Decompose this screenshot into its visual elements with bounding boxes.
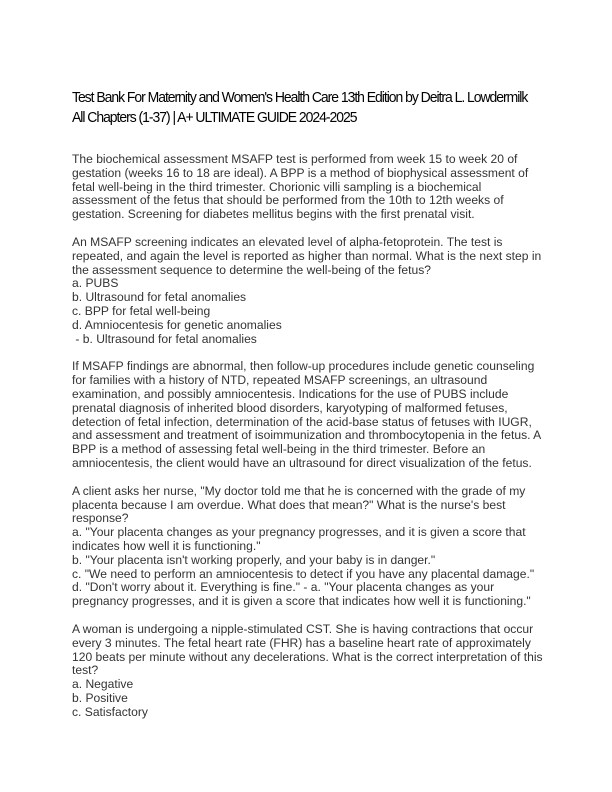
- answer-option: a. "Your placenta changes as your pregnancy progresses, and it is given a score that: [72, 525, 526, 540]
- text-line: A woman is undergoing a nipple-stimulated CST. She is having contractions that occur: [72, 621, 534, 636]
- text-line: 120 beats per minute without any decelerations. What is the correct interpretation of this: [72, 649, 543, 664]
- answer-option: d. Amniocentesis for genetic anomalies: [72, 317, 282, 332]
- correct-answer: pregnancy progresses, and it is given a score that indicates how well it is functioning.": [72, 594, 531, 609]
- text-line: placenta because I am overdue. What does that mean?" What is the nurse's best: [72, 497, 506, 512]
- title-line: All Chapters (1-37) | A+ ULTIMATE GUIDE 2024-2025: [72, 109, 357, 126]
- text-line: examination, and possibly amniocentesis. Indications for the use of PUBS include: [72, 386, 509, 401]
- text-line: detection of fetal infection, determination of the acid-base status of fetuses with IUGR,: [72, 414, 532, 429]
- text-line: assessment of the fetus that should be performed from the 10th to 12th weeks of: [72, 193, 504, 208]
- paragraph-rationale: [72, 360, 550, 470]
- page-title: [72, 88, 528, 128]
- text-line: fetal well-being in the third trimester. Chorionic villi sampling is a biochemical: [72, 179, 482, 194]
- answer-option: a. Negative: [72, 677, 134, 692]
- text-line: If MSAFP findings are abnormal, then follow-up procedures include genetic counseling: [72, 359, 535, 374]
- answer-option: c. "We need to perform an amniocentesis to detect if you have any placental damage.": [72, 566, 535, 581]
- question-msafp-next-step: [72, 236, 550, 346]
- title-line: Test Bank For Maternity and Women's Health Care 13th Edition by Deitra L. Lowdermilk: [72, 89, 528, 106]
- text-line: prenatal diagnosis of inherited blood disorders, karyotyping of malformed fetuses,: [72, 400, 508, 415]
- answer-option: indicates how well it is functioning.": [72, 538, 261, 553]
- answer-option: b. "Your placenta isn't working properly, and your baby is in danger.": [72, 552, 436, 567]
- correct-answer: - b. Ultrasound for fetal anomalies: [72, 331, 257, 346]
- text-line: An MSAFP screening indicates an elevated level of alpha-fetoprotein. The test is: [72, 234, 503, 249]
- text-line: response?: [72, 511, 129, 526]
- text-line: repeated, and again the level is reported as higher than normal. What is the next step in: [72, 248, 542, 263]
- text-line: BPP is a method of assessing fetal well-being in the third trimester. Before an: [72, 442, 486, 457]
- answer-option: b. Positive: [72, 690, 128, 705]
- text-line: test?: [72, 663, 99, 678]
- document-body: [72, 153, 550, 733]
- paragraph-msafp-overview: [72, 153, 550, 222]
- text-line: the assessment sequence to determine the well-being of the fetus?: [72, 262, 431, 277]
- text-line: every 3 minutes. The fetal heart rate (FHR) has a baseline heart rate of approximately: [72, 635, 531, 650]
- correct-answer: d. "Don't worry about it. Everything is fine." - a. "Your placenta changes as your: [72, 580, 495, 595]
- answer-option: a. PUBS: [72, 276, 119, 291]
- question-cst-interpretation: [72, 623, 550, 720]
- question-placenta-grade: [72, 485, 550, 609]
- text-line: gestation (weeks 16 to 18 are ideal). A BPP is a method of biophysical assessment of: [72, 165, 529, 180]
- text-line: The biochemical assessment MSAFP test is performed from week 15 to week 20 of: [72, 152, 518, 166]
- answer-option: c. Satisfactory: [72, 704, 148, 719]
- text-line: gestation. Screening for diabetes mellitus begins with the first prenatal visit.: [72, 207, 475, 222]
- answer-option: c. BPP for fetal well-being: [72, 303, 211, 318]
- text-line: A client asks her nurse, "My doctor told me that he is concerned with the grade of my: [72, 483, 526, 498]
- text-line: and assessment and treatment of isoimmunization and thrombocytopenia in the fetus. A: [72, 428, 542, 443]
- answer-option: b. Ultrasound for fetal anomalies: [72, 290, 247, 305]
- text-line: amniocentesis, the client would have an ultrasound for direct visualization of the fetus.: [72, 455, 532, 470]
- text-line: for families with a history of NTD, repeated MSAFP screenings, an ultrasound: [72, 373, 488, 388]
